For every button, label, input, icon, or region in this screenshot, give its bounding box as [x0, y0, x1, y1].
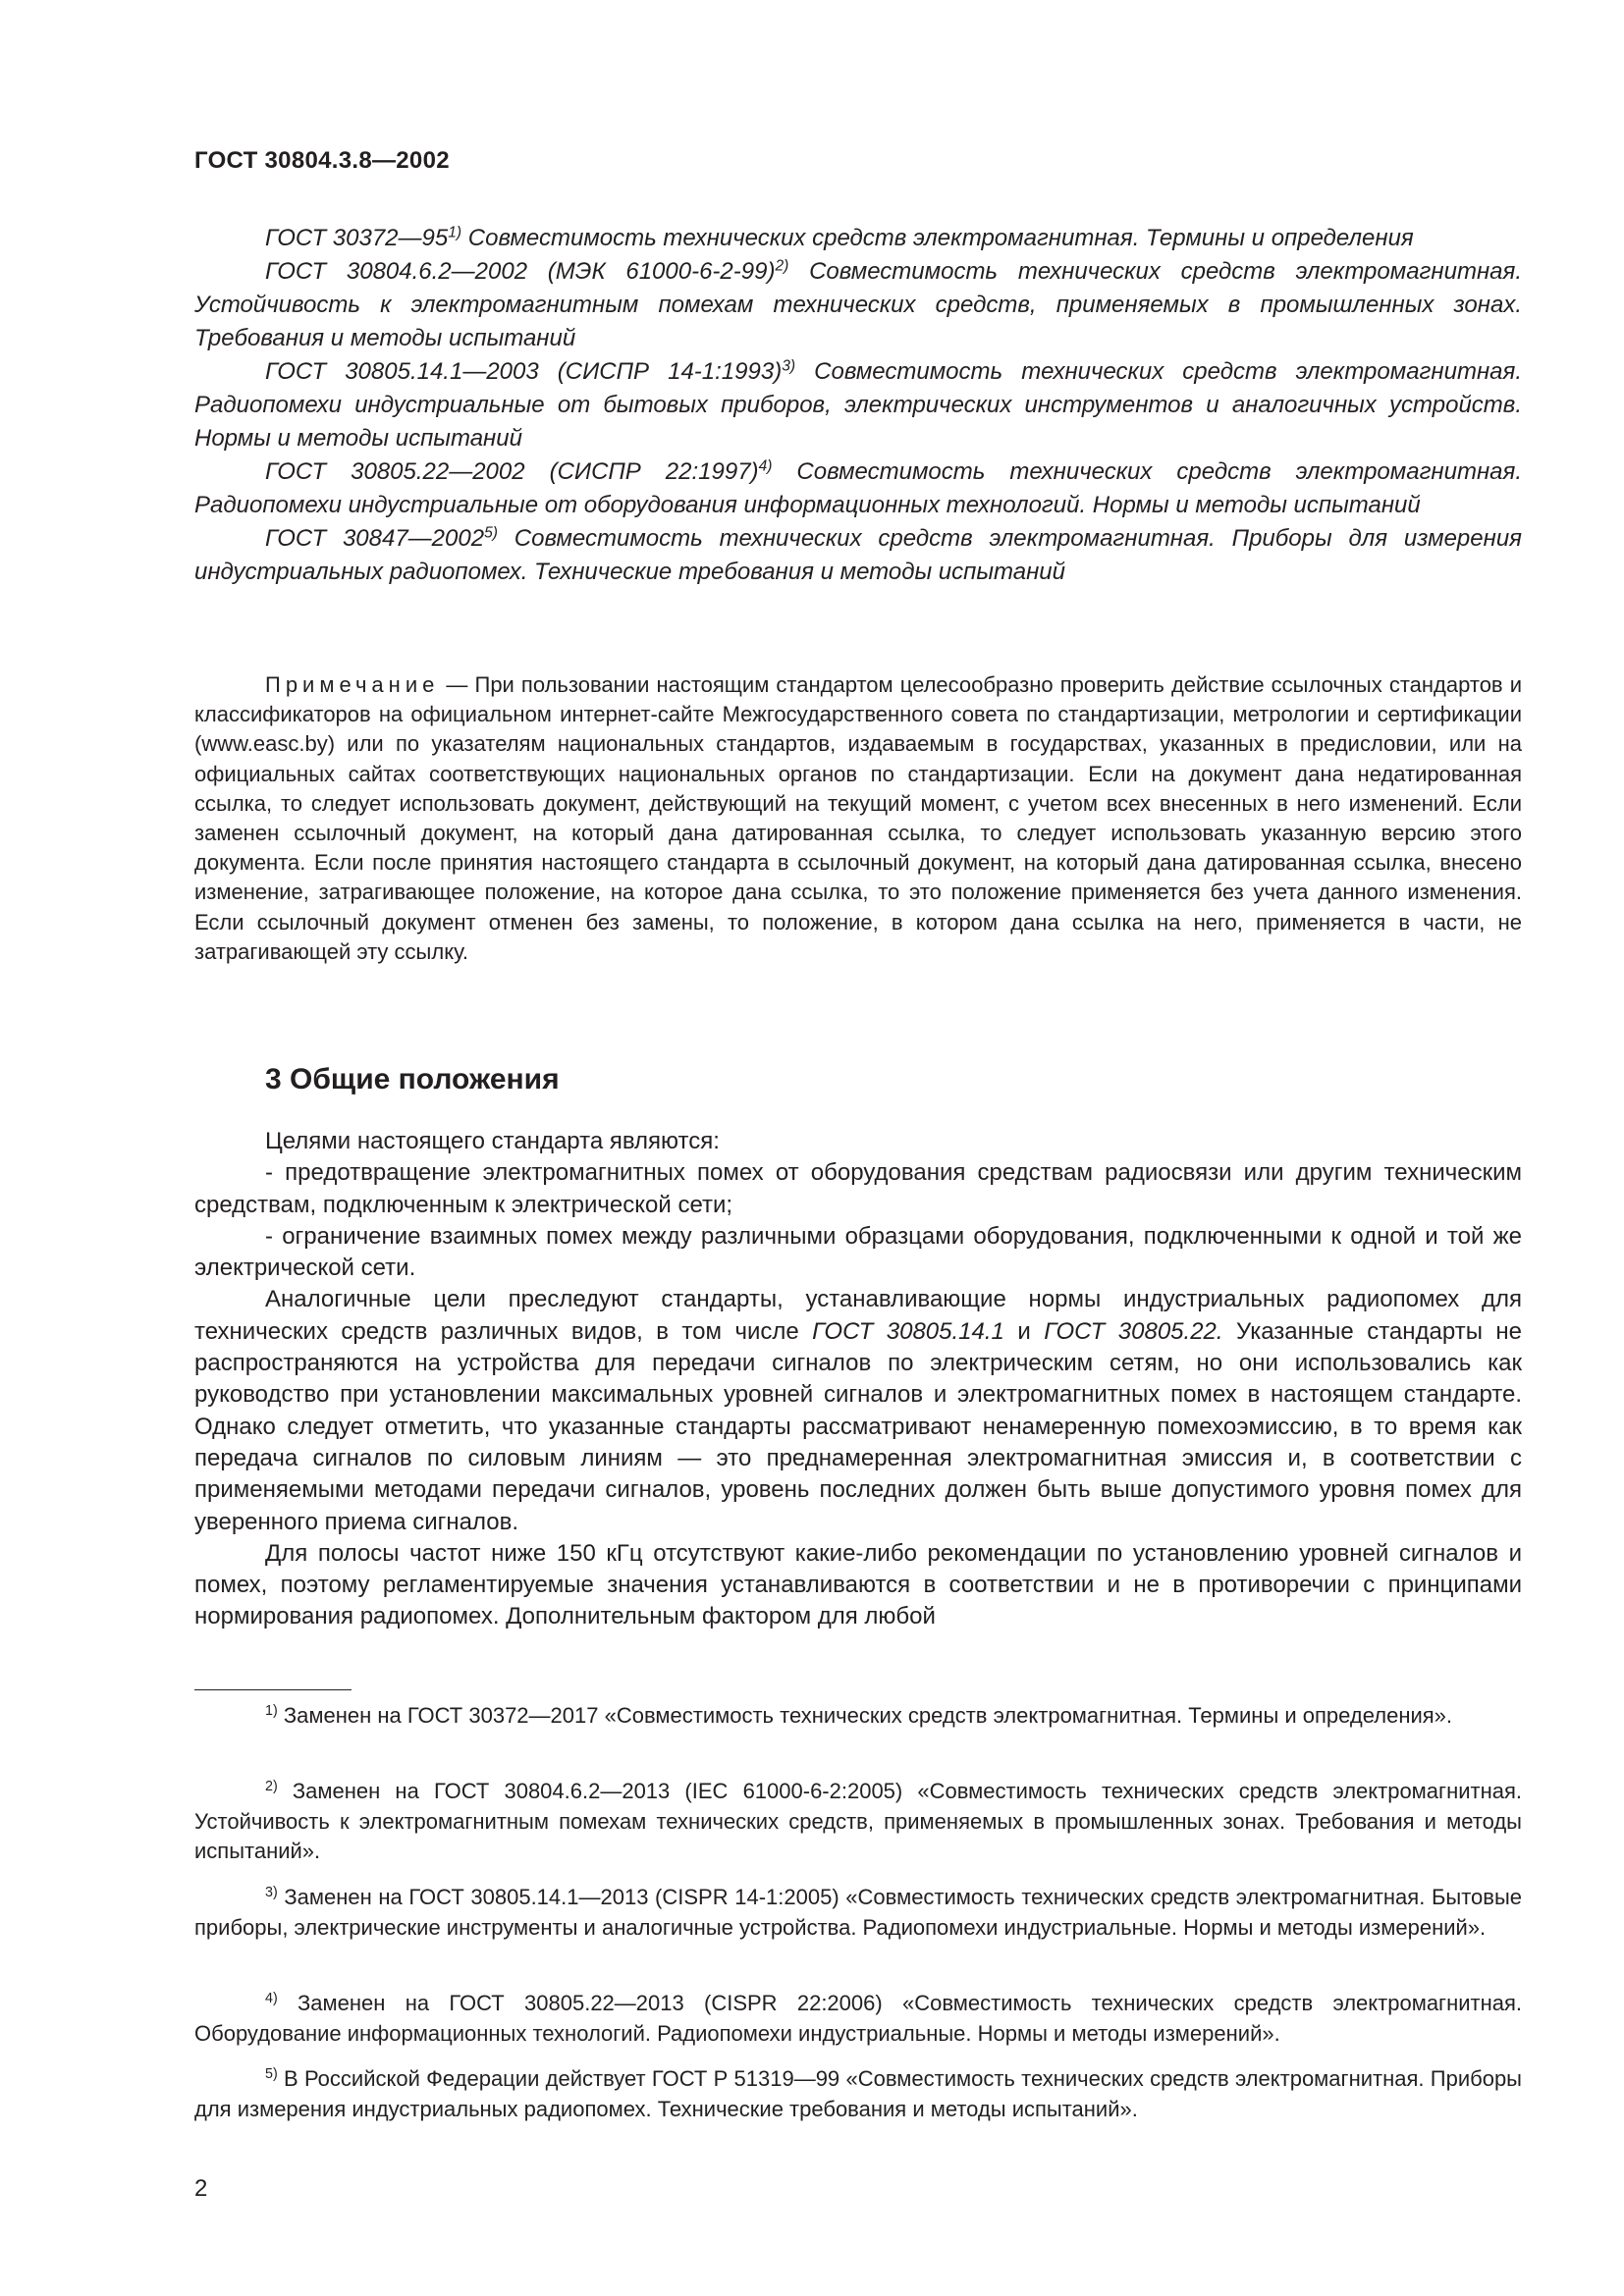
- standard-reference: ГОСТ 30805.22.: [1044, 1317, 1223, 1345]
- footnote: $^{2)}$ Заменен на ГОСТ 30804.6.2—2013 (IEC 61000-6-2:2005) «Совместимость технических средств электромагнитная. Устойчивость к электромагнитным помехам технических средств, применяемых в промышленных зонах. Требования и методы испытаний».: [194, 1779, 1522, 1863]
- reference-item: ГОСТ 30805.14.1—2003 (СИСПР 14-1:1993)$^{3)}$ Совместимость технических средств электромагнитная. Радиопомехи индустриальные от бытовых приборов, электрических инструментов и аналогичных устройств. Нормы и методы испытаний: [194, 357, 1522, 452]
- paragraph: Для полосы частот ниже 150 кГц отсутствуют какие-либо рекомендации по установлению уровней сигналов и помех, поэтому регламентируемые значения устанавливаются в соответствии и не в противоречии с принципами нормирования радиопомех. Дополнительным фактором для любой: [194, 1539, 1522, 1630]
- footnote-mark: 2): [265, 1779, 278, 1795]
- paragraph: Аналогичные цели преследуют стандарты, устанавливающие нормы индустриальных радиопомех для технических средств различных видов, в том числе ГОСТ 30805.14.1 и ГОСТ 30805.22. Указанные стандарты не распространяются на устройства для передачи сигналов по электрическим сетям, но они использовались как руководство при установлении максимальных уровней сигналов и электромагнитных помех в настоящем стандарте. Однако следует отметить, что указанные стандарты рассматривают ненамеренную помехоэмиссию, в то время как передача сигналов по силовым линиям — это преднамеренная электромагнитная эмиссия и, в соответствии с применяемыми методами передачи сигналов, уровень последних должен быть выше допустимого уровня помех для уверенного приема сигналов.: [194, 1286, 1523, 1535]
- note-text: — При пользовании настоящим стандартом целесообразно проверить действие ссылочных стандартов и классификаторов на официальном интернет-сайте Межгосударственного совета по стандартизации, метрологии и сертификации (www.easc.by) или по указателям национальных стандартов, издаваемым в государствах, указанных в предисловии, или на официальных сайтах соответствующих национальных органов по стандартизации. Если на документ дана недатированная ссылка, то следует использовать документ, действующий на текущий момент, с учетом всех внесенных в него изменений. Если заменен ссылочный документ, на который дана датированная ссылка, то следует использовать указанную версию этого документа. Если после принятия настоящего стандарта в ссылочный документ, на который дана датированная ссылка, внесено изменение, затрагивающее положение, на которое дана ссылка, то это положение применяется без учета данного изменения. Если ссылочный документ отменен без замены, то положение, в котором дана ссылка на него, применяется в части, не затрагивающей эту ссылку.: [194, 672, 1522, 964]
- paragraph: - ограничение взаимных помех между различными образцами оборудования, подключенными к одной и той же электрической сети.: [194, 1222, 1522, 1282]
- reference-item: ГОСТ 30847—2002$^{5)}$ Совместимость технических средств электромагнитная. Приборы для измерения индустриальных радиопомех. Технические требования и методы испытаний: [194, 524, 1522, 585]
- footnote-mark: 2): [775, 257, 789, 275]
- footnote: $^{1)}$ Заменен на ГОСТ 30372—2017 «Совместимость технических средств электромагнитная. Термины и определения».: [265, 1703, 1453, 1728]
- footnote-mark: 4): [265, 1991, 278, 2007]
- footnote-mark: 1): [265, 1703, 278, 1720]
- note-label: Примечание: [265, 672, 440, 697]
- footnote-mark: 4): [758, 457, 773, 475]
- footnote-mark: 3): [265, 1885, 278, 1901]
- normative-references: [194, 222, 1522, 589]
- footnote: $^{4)}$ Заменен на ГОСТ 30805.22—2013 (CISPR 22:2006) «Совместимость технических средств электромагнитная. Оборудование информационных технологий. Радиопомехи индустриальные. Нормы и методы измерений».: [194, 1991, 1522, 2046]
- section-title: 3 Общие положения: [265, 1063, 560, 1095]
- reference-item: ГОСТ 30805.22—2002 (СИСПР 22:1997)$^{4)}$ Совместимость технических средств электромагнитная. Радиопомехи индустриальные от оборудования информационных технологий. Нормы и методы испытаний: [194, 457, 1522, 518]
- paragraph: - предотвращение электромагнитных помех от оборудования средствам радиосвязи или другим техническим средствам, подключенным к электрической сети;: [194, 1159, 1522, 1218]
- footnote-mark: 5): [265, 2066, 278, 2083]
- standard-reference: ГОСТ 30805.14.1: [812, 1317, 1004, 1345]
- footnote: $^{3)}$ Заменен на ГОСТ 30805.14.1—2013 (CISPR 14-1:2005) «Совместимость технических средств электромагнитная. Бытовые приборы, электрические инструменты и аналогичные устройства. Радиопомехи индустриальные. Нормы и методы измерений».: [194, 1885, 1522, 1940]
- footnote-mark: 1): [448, 224, 462, 241]
- reference-item: ГОСТ 30372—95$^{1)}$ Совместимость технических средств электромагнитная. Термины и определения: [265, 224, 1414, 251]
- note-block: [194, 670, 1522, 967]
- footnote: $^{5)}$ В Российской Федерации действует ГОСТ Р 51319—99 «Совместимость технических средств электромагнитная. Приборы для измерения индустриальных радиопомех. Технические требования и методы испытаний».: [194, 2066, 1522, 2121]
- section-body: [194, 1126, 1522, 1633]
- paragraph: Целями настоящего стандарта являются:: [265, 1128, 720, 1154]
- footnote-mark: 5): [484, 524, 498, 542]
- page-number: 2: [194, 2175, 208, 2202]
- document-header: ГОСТ 30804.3.8—2002: [194, 147, 450, 174]
- footnote-divider: [194, 1689, 352, 1690]
- reference-item: ГОСТ 30804.6.2—2002 (МЭК 61000-6-2-99)$^{2)}$ Совместимость технических средств электромагнитная. Устойчивость к электромагнитным помехам технических средств, применяемых в промышленных зонах. Требования и методы испытаний: [194, 257, 1522, 351]
- footnote-mark: 3): [782, 357, 796, 375]
